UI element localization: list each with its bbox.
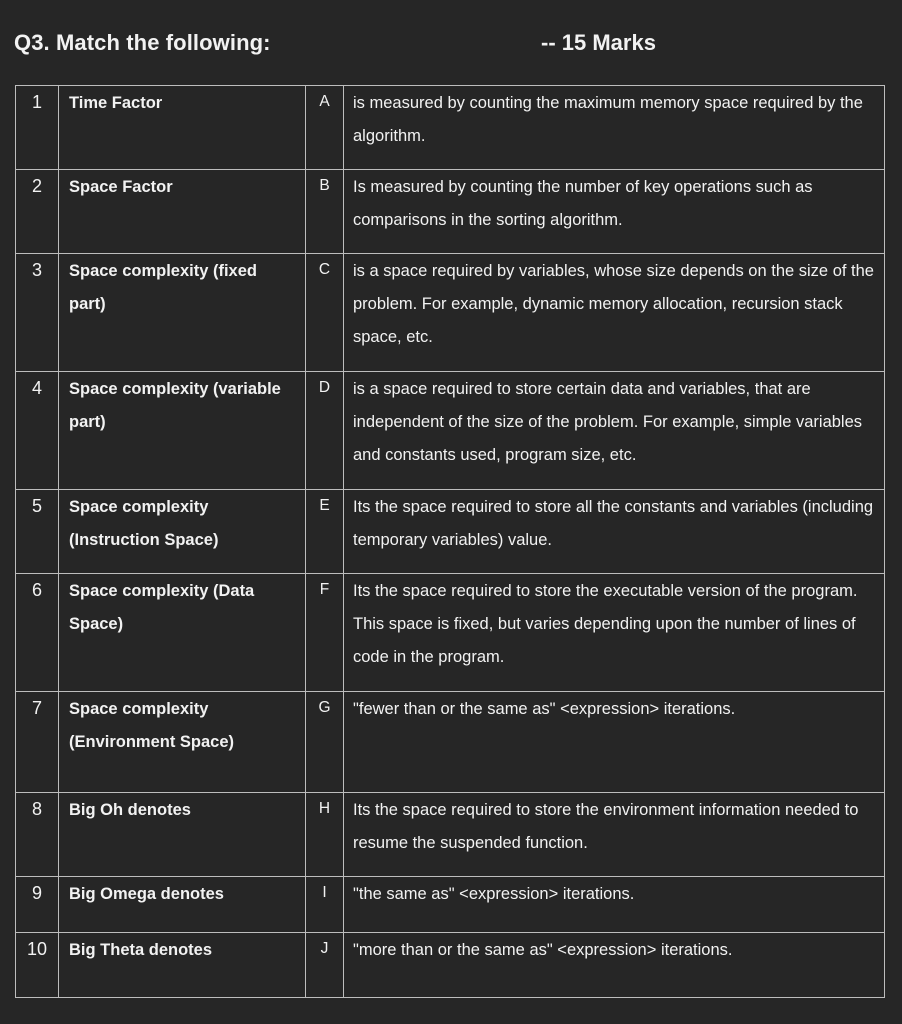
row-number: 9: [16, 877, 59, 933]
question-header: [0, 30, 902, 62]
option-letter: B: [306, 170, 344, 254]
description-cell: Its the space required to store all the constants and variables (including temporary variables) value.: [344, 490, 885, 574]
description-cell: is measured by counting the maximum memory space required by the algorithm.: [344, 86, 885, 170]
option-letter: D: [306, 372, 344, 490]
option-letter: H: [306, 793, 344, 877]
term-cell: Big Theta denotes: [59, 933, 306, 998]
description-cell: Is measured by counting the number of key operations such as comparisons in the sorting algorithm.: [344, 170, 885, 254]
table-row: [16, 254, 885, 372]
option-letter: G: [306, 692, 344, 793]
row-number: 8: [16, 793, 59, 877]
description-cell: is a space required to store certain data and variables, that are independent of the size of the problem. For example, simple variables and constants used, program size, etc.: [344, 372, 885, 490]
row-number: 3: [16, 254, 59, 372]
description-cell: Its the space required to store the executable version of the program. This space is fixed, but varies depending upon the number of lines of code in the program.: [344, 574, 885, 692]
term-cell: Big Omega denotes: [59, 877, 306, 933]
description-cell: "the same as" <expression> iterations.: [344, 877, 885, 933]
row-number: 4: [16, 372, 59, 490]
description-cell: "fewer than or the same as" <expression> iterations.: [344, 692, 885, 793]
table-row: [16, 86, 885, 170]
table-row: [16, 372, 885, 490]
table-row: [16, 877, 885, 933]
table-row: [16, 933, 885, 998]
option-letter: J: [306, 933, 344, 998]
question-title: Q3. Match the following:: [14, 30, 271, 55]
term-cell: Big Oh denotes: [59, 793, 306, 877]
option-letter: E: [306, 490, 344, 574]
table-row: [16, 490, 885, 574]
row-number: 1: [16, 86, 59, 170]
table-row: [16, 692, 885, 793]
term-cell: Space complexity (Instruction Space): [59, 490, 306, 574]
option-letter: F: [306, 574, 344, 692]
term-cell: Space complexity (Environment Space): [59, 692, 306, 793]
row-number: 5: [16, 490, 59, 574]
table-row: [16, 793, 885, 877]
row-number: 2: [16, 170, 59, 254]
match-table: [15, 85, 885, 998]
row-number: 7: [16, 692, 59, 793]
row-number: 10: [16, 933, 59, 998]
table-row: [16, 574, 885, 692]
term-cell: Space complexity (variable part): [59, 372, 306, 490]
marks-label: -- 15 Marks: [541, 30, 656, 55]
option-letter: I: [306, 877, 344, 933]
description-cell: is a space required by variables, whose size depends on the size of the problem. For example, dynamic memory allocation, recursion stack space, etc.: [344, 254, 885, 372]
term-cell: Space complexity (fixed part): [59, 254, 306, 372]
option-letter: C: [306, 254, 344, 372]
table-row: [16, 170, 885, 254]
description-cell: "more than or the same as" <expression> iterations.: [344, 933, 885, 998]
option-letter: A: [306, 86, 344, 170]
term-cell: Time Factor: [59, 86, 306, 170]
term-cell: Space complexity (Data Space): [59, 574, 306, 692]
description-cell: Its the space required to store the environment information needed to resume the suspended function.: [344, 793, 885, 877]
term-cell: Space Factor: [59, 170, 306, 254]
row-number: 6: [16, 574, 59, 692]
